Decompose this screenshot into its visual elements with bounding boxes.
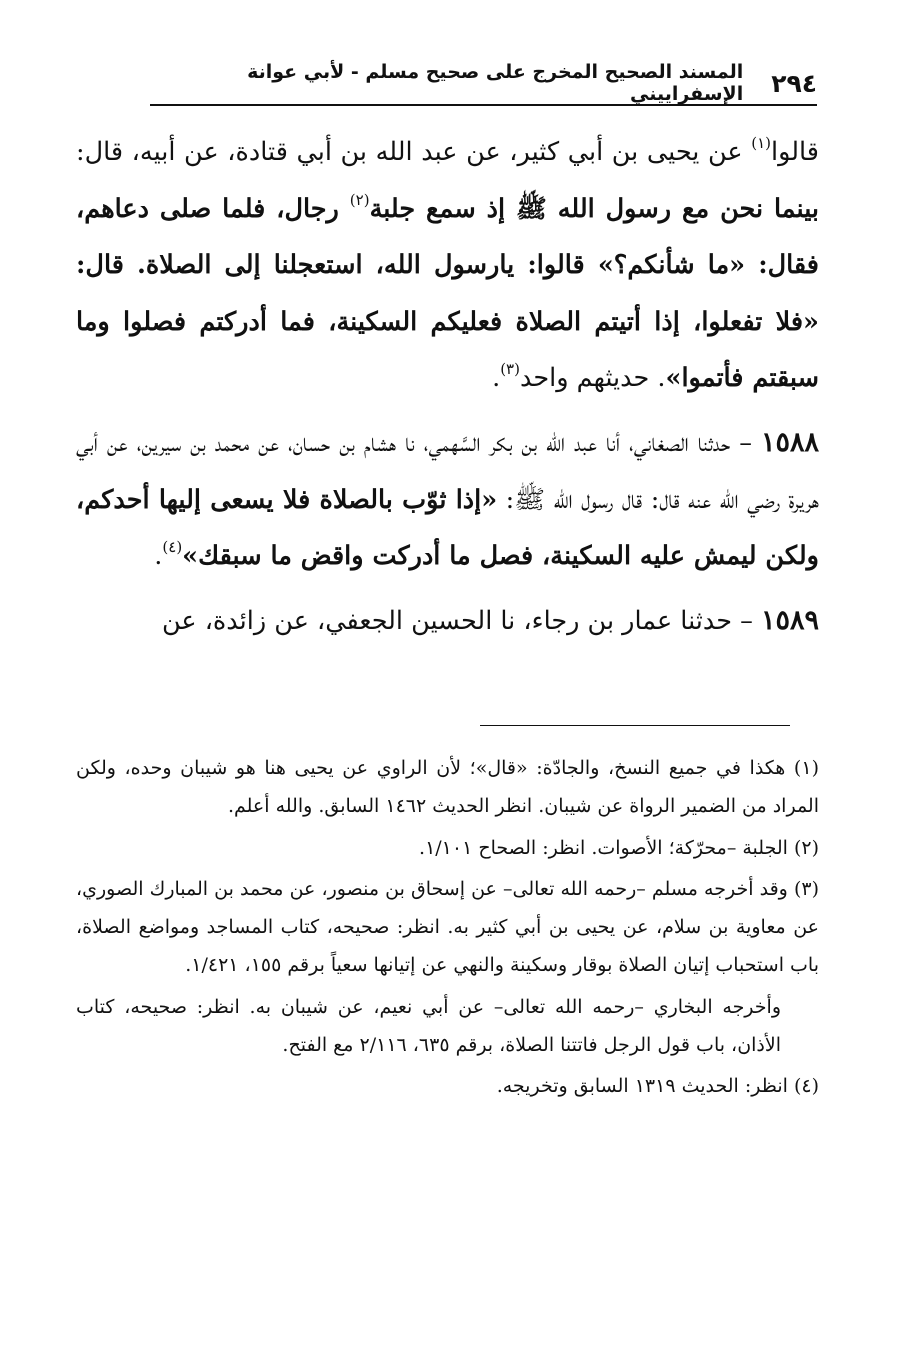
- text: .: [492, 363, 501, 394]
- text: . حديثهم واحد: [519, 363, 666, 394]
- hadith-number: ١٥٨٨: [760, 426, 819, 458]
- text: قالوا: [771, 137, 819, 167]
- footnotes: [76, 750, 819, 1110]
- footnote-3-continued: وأخرجه البخاري –رحمه الله تعالى– عن أبي نعيم، عن شيبان به. انظر: صحيحه، كتاب الأذان، باب قول الرجل فاتتنا الصلاة، برقم ٦٣٥، ٢/١١٦ مع الفتح.: [76, 995, 781, 1056]
- text: – حدثنا الصغاني، أنا عبد الله بن بكر السَّهمي، نا هشام بن حسان، عن محمد بن سيرين، عن أبي هريرة رضي الله عنه قال: قال رسول الله ﷺ:: [76, 427, 819, 515]
- paragraph-1589: [76, 593, 819, 650]
- footnote-ref-1[interactable]: (١): [751, 134, 771, 152]
- text: .: [154, 541, 163, 572]
- hadith-text-bold: رجال، فلما صلى دعاهم، فقال: «ما شأنكم؟» قالوا: يارسول الله، استعجلنا إلى الصلاة. قال: «فلا تفعلوا، إذا أتيتم الصلاة فعليكم السكينة، فما أدركتم فصلوا وما سبقتم فأتموا»: [76, 193, 819, 394]
- footnote-ref-2[interactable]: (٢): [349, 190, 370, 209]
- text: – حدثنا عمار بن رجاء، نا الحسين الجعفي، عن زائدة، عن: [161, 605, 761, 636]
- paragraph-1: [76, 124, 819, 407]
- running-title: المسند الصحيح المخرج على صحيح مسلم - لأبي عوانة الإسفراييني: [247, 61, 744, 105]
- paragraph-1588: [76, 415, 819, 585]
- footnote-ref-3[interactable]: (٣): [500, 360, 520, 379]
- footnote-4: (٤) انظر: الحديث ١٣١٩ السابق وتخريجه.: [496, 1075, 819, 1098]
- main-text: [76, 124, 819, 657]
- page-header: [150, 62, 817, 106]
- text: عن يحيى بن أبي كثير، عن عبد الله بن أبي قتادة، عن أبيه، قال:: [76, 137, 752, 167]
- footnote-1: (١) هكذا في جميع النسخ، والجادّة: «قال»؛ لأن الراوي عن يحيى هنا هو شيبان وحده، ولكن المراد من الضمير الرواة عن شيبان. انظر الحديث ١٤٦٢ السابق. والله أعلم.: [76, 757, 819, 817]
- hadith-text-bold: بينما نحن مع رسول الله ﷺ إذ سمع جلبة: [369, 193, 819, 224]
- footnote-2: (٢) الجلبة –محرّكة؛ الأصوات. انظر: الصحاح ١/١٠١.: [419, 836, 819, 859]
- footnote-ref-4[interactable]: (٤): [162, 538, 183, 557]
- page-number: ٢٩٤: [771, 68, 817, 98]
- footnote-separator: [480, 725, 790, 726]
- footnote-3: (٣) وقد أخرجه مسلم –رحمه الله تعالى– عن إسحاق بن منصور، عن محمد بن المبارك الصوري، عن معاوية بن سلام، عن يحيى بن أبي كثير به. انظر: صحيحه، كتاب المساجد ومواضع الصلاة، باب استحباب إتيان الصلاة بوقار وسكينة والنهي عن إتيانها سعياً برقم ١٥٥، ١/٤٢١.: [76, 878, 819, 976]
- hadith-number: ١٥٨٩: [760, 604, 819, 636]
- hadith-text-bold: «إذا ثوّب بالصلاة فلا يسعى إليها أحدكم، ولكن ليمش عليه السكينة، فصل ما أدركت واقض ما سبقك»: [76, 484, 819, 572]
